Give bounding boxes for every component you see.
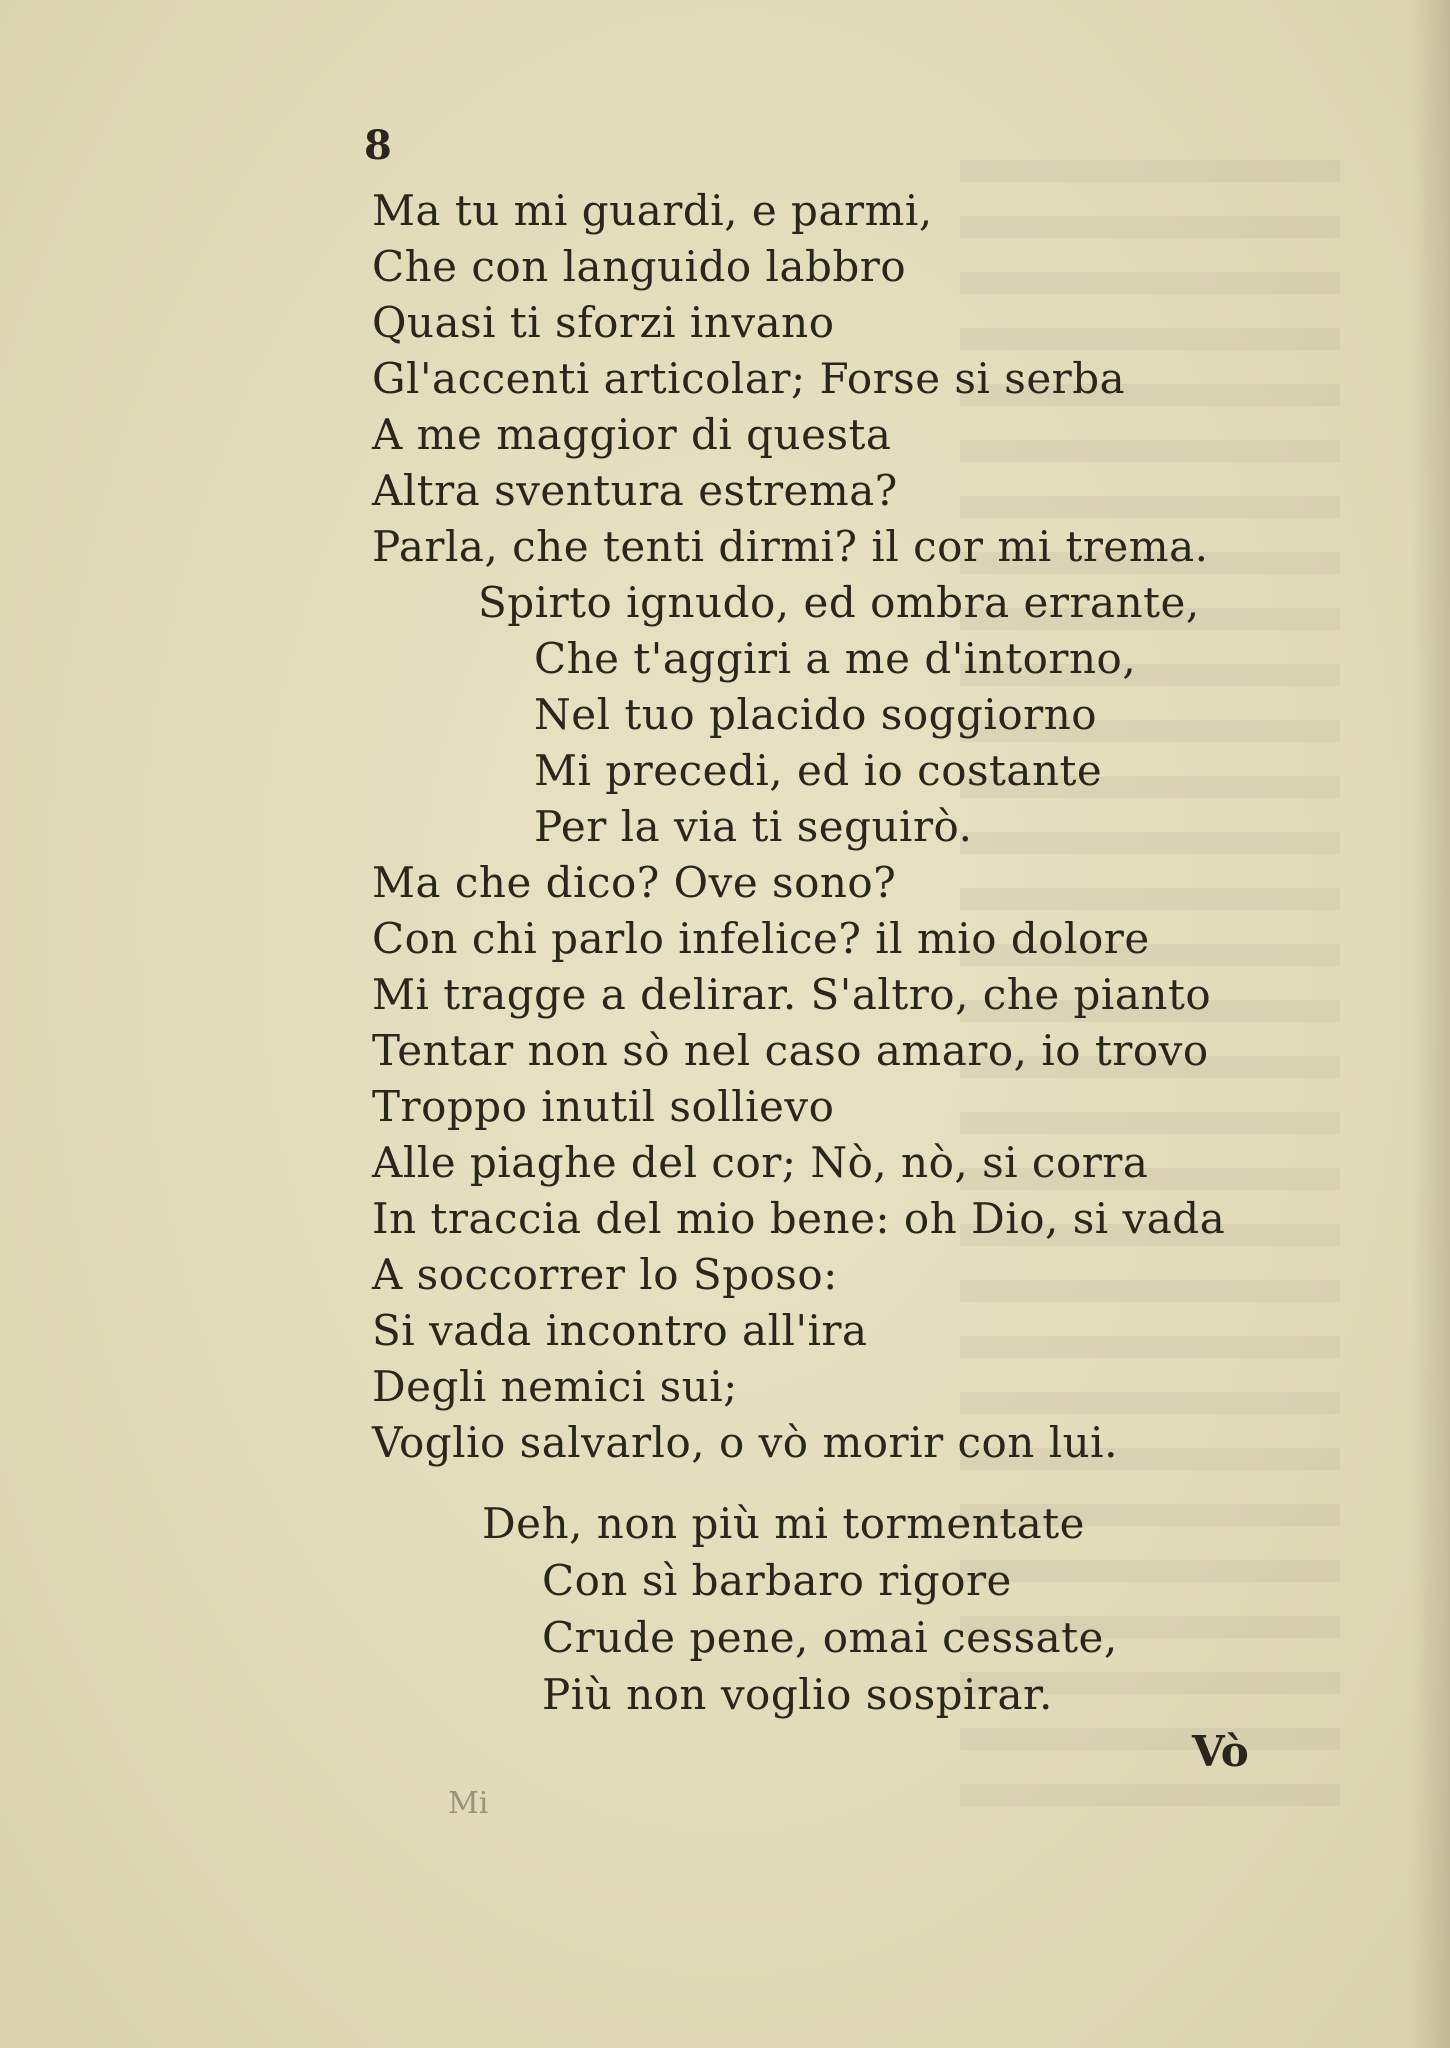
verse-line: Altra sventura estrema?: [372, 466, 898, 515]
verse-line: Gl'accenti articolar; Forse si serba: [372, 354, 1126, 403]
verse-line: Che con languido labbro: [372, 242, 907, 291]
verse-line: Parla, che tenti dirmi? il cor mi trema.: [372, 522, 1209, 571]
aria-line: Nel tuo placido soggiorno: [534, 690, 1098, 739]
verse-line: Voglio salvarlo, o vò morir con lui.: [372, 1418, 1118, 1467]
verse-line: A soccorrer lo Sposo:: [372, 1250, 838, 1299]
page-edge-shadow: [1410, 0, 1450, 2048]
verse-line: In traccia del mio bene: oh Dio, si vada: [372, 1194, 1226, 1243]
signature-mark: Mi: [448, 1786, 489, 1821]
aria-line: Più non voglio sospirar.: [542, 1670, 1053, 1719]
verse-line: Mi tragge a delirar. S'altro, che pianto: [372, 970, 1212, 1019]
aria-line: Mi precedi, ed io costante: [534, 746, 1103, 795]
verse-line: Troppo inutil sollievo: [372, 1082, 835, 1131]
verse-line: A me maggior di questa: [372, 410, 892, 459]
page-number: 8: [364, 122, 392, 169]
aria-line: Per la via ti seguirò.: [534, 802, 973, 851]
catchword: Vò: [1192, 1727, 1249, 1776]
aria-line: Deh, non più mi tormentate: [482, 1499, 1085, 1548]
verse-line: Ma tu mi guardi, e parmi,: [372, 186, 933, 235]
verse-line: Con chi parlo infelice? il mio dolore: [372, 914, 1150, 963]
aria-line: Che t'aggiri a me d'intorno,: [534, 634, 1137, 683]
aria-line: Con sì barbaro rigore: [542, 1556, 1012, 1605]
verse-line: Tentar non sò nel caso amaro, io trovo: [372, 1026, 1209, 1075]
verse-line: Quasi ti sforzi invano: [372, 298, 835, 347]
aria-line: Spirto ignudo, ed ombra errante,: [478, 578, 1200, 627]
verse-line: Ma che dico? Ove sono?: [372, 858, 897, 907]
verse-line: Si vada incontro all'ira: [372, 1306, 868, 1355]
verse-line: Degli nemici sui;: [372, 1362, 738, 1411]
verse-line: Alle piaghe del cor; Nò, nò, si corra: [372, 1138, 1149, 1187]
aria-line: Crude pene, omai cessate,: [542, 1613, 1118, 1662]
